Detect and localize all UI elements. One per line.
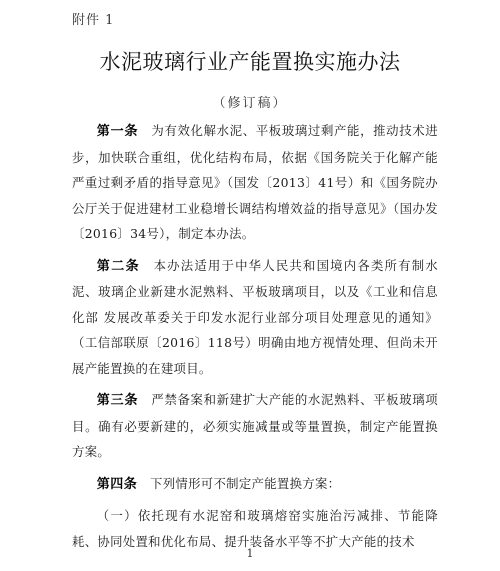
- document-body: [72, 118, 438, 560]
- article-2-text: 本办法适用于中华人民共和国境内各类所有制水泥、玻璃企业新建水泥熟料、平板玻璃项目，以及《工业和信息化部 发展改革委关于印发水泥行业部分项目处理意见的通知》（工信部联原〔2016〕118号）明确由地方视情处理、但尚未开展产能置换的在建项目。: [72, 257, 438, 376]
- article-1: [72, 118, 438, 247]
- attachment-label: 附件 1: [72, 13, 115, 28]
- page-number: 1: [246, 547, 254, 560]
- article-1-label: 第一条: [96, 124, 139, 139]
- article-4-label: 第四条: [96, 476, 138, 492]
- article-4-item-1: （一）依托现有水泥窑和玻璃熔窑实施治污减排、节能降耗、协同处置和优化布局、提升装备水平等不扩大产能的技术: [72, 508, 438, 549]
- article-3-text: 严禁备案和新建扩大产能的水泥熟料、平板玻璃项目。确有必要新建的，必须实施减量或等量置换，制定产能置换方案。: [72, 392, 438, 459]
- article-2-label: 第二条: [96, 258, 140, 274]
- article-1-text: 为有效化解水泥、平板玻璃过剩产能，推动技术进步，加快联合重组，优化结构布局，依据《国务院关于化解产能严重过剩矛盾的指导意见》（国发〔2013〕41号）和《国务院办公厅关于促进建材工业稳增长调结构增效益的指导意见》（国办发〔2016〕34号），制定本办法。: [72, 123, 438, 241]
- article-3: [72, 387, 438, 465]
- article-4-text: 下列情形可不制定产能置换方案：: [150, 475, 341, 491]
- document-subtitle: （修订稿）: [212, 96, 288, 111]
- article-3-label: 第三条: [96, 393, 139, 408]
- document-title: 水泥玻璃行业产能置换实施办法: [99, 50, 401, 74]
- article-4: [72, 471, 438, 498]
- article-2: [72, 253, 438, 382]
